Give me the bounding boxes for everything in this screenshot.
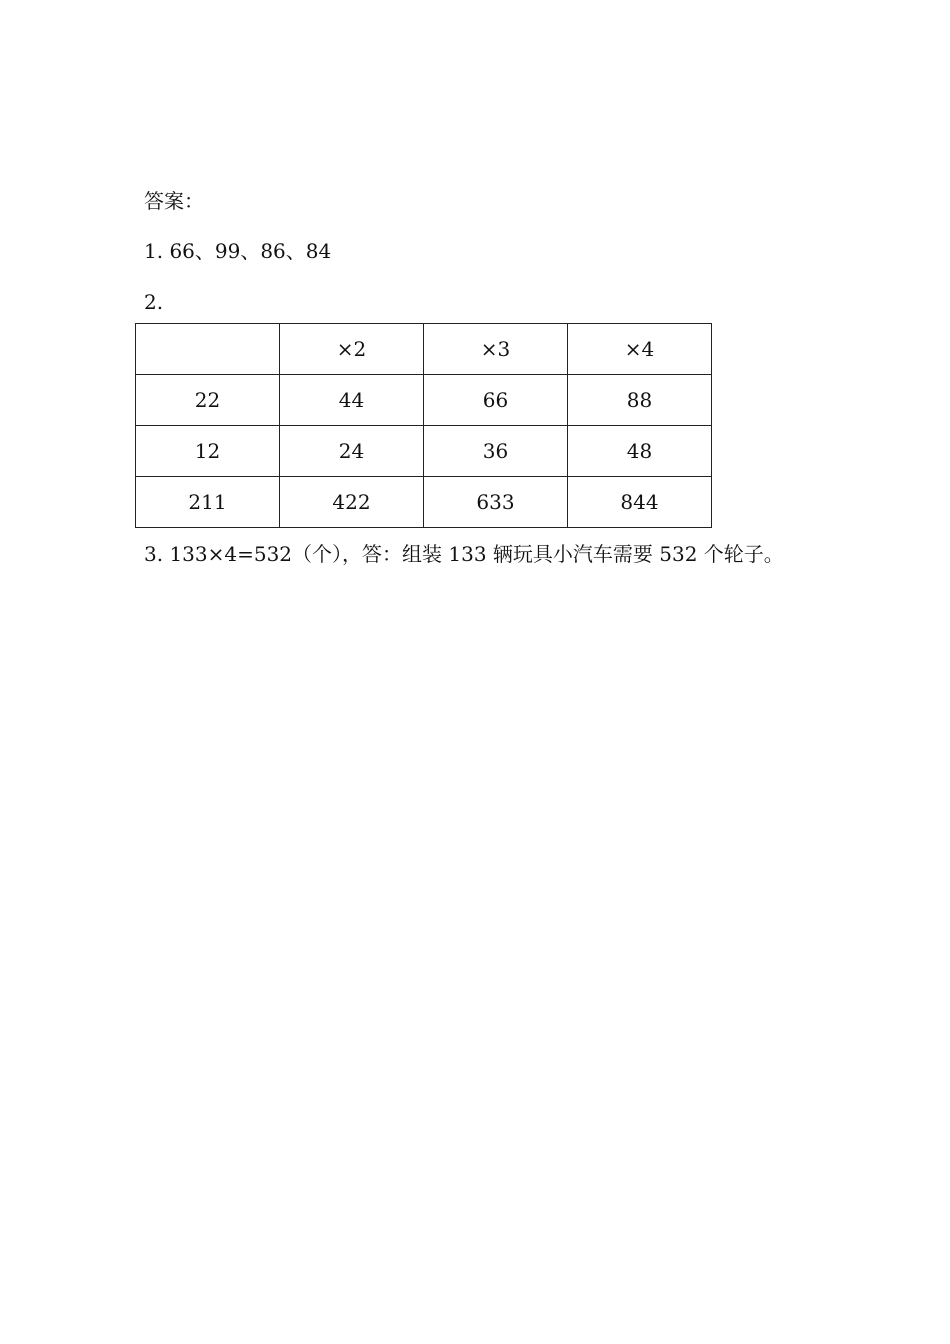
table-cell: 211 xyxy=(136,477,280,528)
table-header-cell: ×3 xyxy=(424,324,568,375)
table-cell: 24 xyxy=(280,426,424,477)
table-header-cell xyxy=(136,324,280,375)
answer-3-text: 3. 133×4=532（个），答：组装 133 辆玩具小汽车需要 532 个轮子。 xyxy=(144,542,784,566)
table-row xyxy=(136,375,712,426)
table-cell: 48 xyxy=(568,426,712,477)
table-cell: 633 xyxy=(424,477,568,528)
answer-2-label: 2. xyxy=(144,290,164,314)
table-cell: 844 xyxy=(568,477,712,528)
table-header-cell: ×4 xyxy=(568,324,712,375)
table-cell: 422 xyxy=(280,477,424,528)
table-row xyxy=(136,477,712,528)
table-cell: 22 xyxy=(136,375,280,426)
table-cell: 12 xyxy=(136,426,280,477)
table-cell: 88 xyxy=(568,375,712,426)
table-cell: 66 xyxy=(424,375,568,426)
table-row xyxy=(136,426,712,477)
multiplication-table xyxy=(135,323,712,528)
table-cell: 36 xyxy=(424,426,568,477)
answer-heading: 答案： xyxy=(144,189,204,213)
table-header-row xyxy=(136,324,712,375)
answer-1-text: 1. 66、99、86、84 xyxy=(144,239,332,263)
table-cell: 44 xyxy=(280,375,424,426)
table-header-cell: ×2 xyxy=(280,324,424,375)
